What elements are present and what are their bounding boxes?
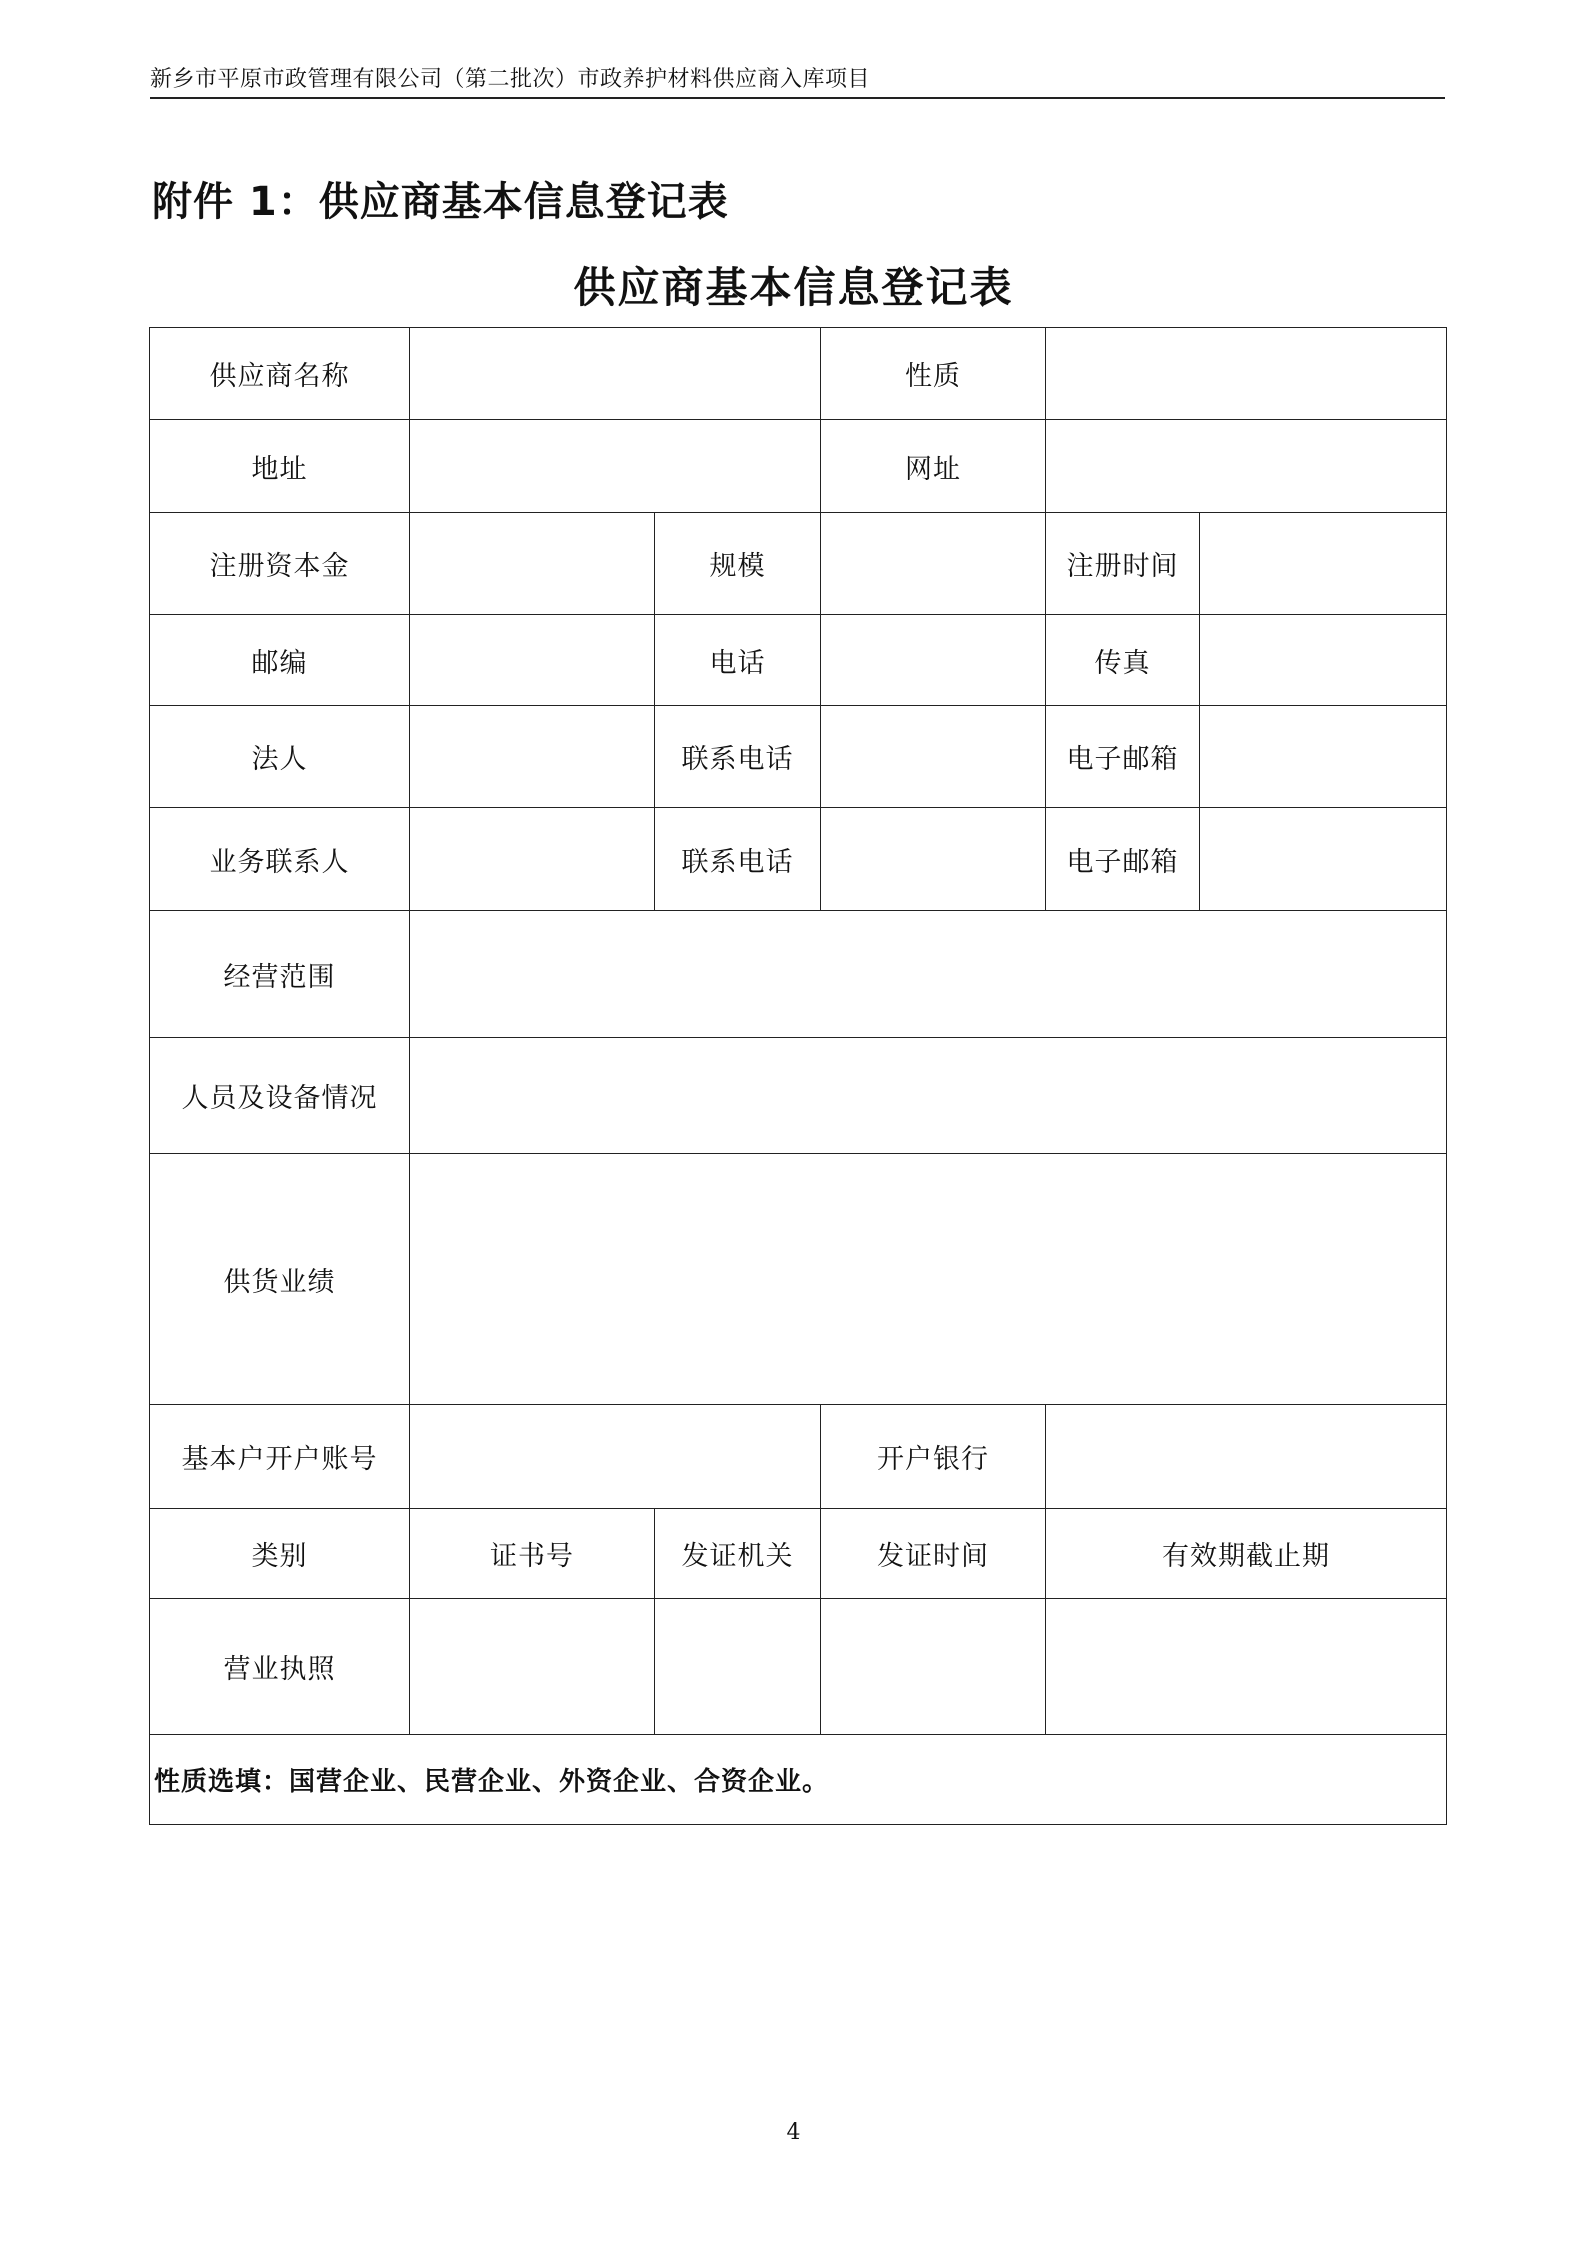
header-issue-time: 发证时间 (821, 1509, 1046, 1599)
running-header: 新乡市平原市政管理有限公司（第二批次）市政养护材料供应商入库项目 (150, 67, 871, 92)
label-business-contact-phone: 联系电话 (655, 808, 821, 911)
field-business-email[interactable] (1200, 808, 1447, 911)
label-legal-contact-phone: 联系电话 (655, 706, 821, 808)
field-license-valid-until[interactable] (1046, 1599, 1447, 1735)
field-legal-contact-phone[interactable] (821, 706, 1046, 808)
label-legal-email: 电子邮箱 (1046, 706, 1200, 808)
supplier-registration-table (149, 327, 1447, 1825)
field-personnel-equipment[interactable] (410, 1038, 1447, 1154)
field-legal-email[interactable] (1200, 706, 1447, 808)
label-supplier-name: 供应商名称 (150, 328, 410, 420)
field-business-contact-phone[interactable] (821, 808, 1046, 911)
field-phone[interactable] (821, 615, 1046, 706)
header-certificate-no: 证书号 (410, 1509, 655, 1599)
label-supply-performance: 供货业绩 (150, 1154, 410, 1405)
label-bank: 开户银行 (821, 1405, 1046, 1509)
field-supply-performance[interactable] (410, 1154, 1447, 1405)
label-address: 地址 (150, 420, 410, 513)
label-website: 网址 (821, 420, 1046, 513)
field-registered-capital[interactable] (410, 513, 655, 615)
header-issuing-authority: 发证机关 (655, 1509, 821, 1599)
label-business-contact: 业务联系人 (150, 808, 410, 911)
field-basic-account[interactable] (410, 1405, 821, 1509)
row-supply-performance (150, 1154, 1447, 1405)
field-address[interactable] (410, 420, 821, 513)
field-fax[interactable] (1200, 615, 1447, 706)
row-certificate-header (150, 1509, 1447, 1599)
label-registered-capital: 注册资本金 (150, 513, 410, 615)
page-number: 4 (786, 2120, 801, 2145)
field-registration-time[interactable] (1200, 513, 1447, 615)
attachment-title: 附件 1：供应商基本信息登记表 (152, 179, 729, 225)
row-basic-account (150, 1405, 1447, 1509)
field-postcode[interactable] (410, 615, 655, 706)
field-supplier-name[interactable] (410, 328, 821, 420)
row-nature-note (150, 1735, 1447, 1825)
label-business-email: 电子邮箱 (1046, 808, 1200, 911)
field-license-issuing-authority[interactable] (655, 1599, 821, 1735)
field-nature[interactable] (1046, 328, 1447, 420)
nature-note: 性质选填：国营企业、民营企业、外资企业、合资企业。 (150, 1735, 1447, 1825)
label-registration-time: 注册时间 (1046, 513, 1200, 615)
label-nature: 性质 (821, 328, 1046, 420)
label-phone: 电话 (655, 615, 821, 706)
row-legal-person (150, 706, 1447, 808)
row-supplier-name (150, 328, 1447, 420)
form-title: 供应商基本信息登记表 (573, 263, 1014, 312)
field-license-certificate-no[interactable] (410, 1599, 655, 1735)
row-address (150, 420, 1447, 513)
label-business-license: 营业执照 (150, 1599, 410, 1735)
label-business-scope: 经营范围 (150, 911, 410, 1038)
label-fax: 传真 (1046, 615, 1200, 706)
field-bank[interactable] (1046, 1405, 1447, 1509)
label-basic-account: 基本户开户账号 (150, 1405, 410, 1509)
field-website[interactable] (1046, 420, 1447, 513)
label-legal-person: 法人 (150, 706, 410, 808)
row-business-scope (150, 911, 1447, 1038)
field-business-contact[interactable] (410, 808, 655, 911)
label-scale: 规模 (655, 513, 821, 615)
row-postcode (150, 615, 1447, 706)
row-personnel-equipment (150, 1038, 1447, 1154)
label-personnel-equipment: 人员及设备情况 (150, 1038, 410, 1154)
label-postcode: 邮编 (150, 615, 410, 706)
row-business-contact (150, 808, 1447, 911)
field-scale[interactable] (821, 513, 1046, 615)
field-license-issue-time[interactable] (821, 1599, 1046, 1735)
row-business-license (150, 1599, 1447, 1735)
header-rule (150, 97, 1445, 99)
header-category: 类别 (150, 1509, 410, 1599)
field-business-scope[interactable] (410, 911, 1447, 1038)
header-valid-until: 有效期截止期 (1046, 1509, 1447, 1599)
row-registered-capital (150, 513, 1447, 615)
field-legal-person[interactable] (410, 706, 655, 808)
